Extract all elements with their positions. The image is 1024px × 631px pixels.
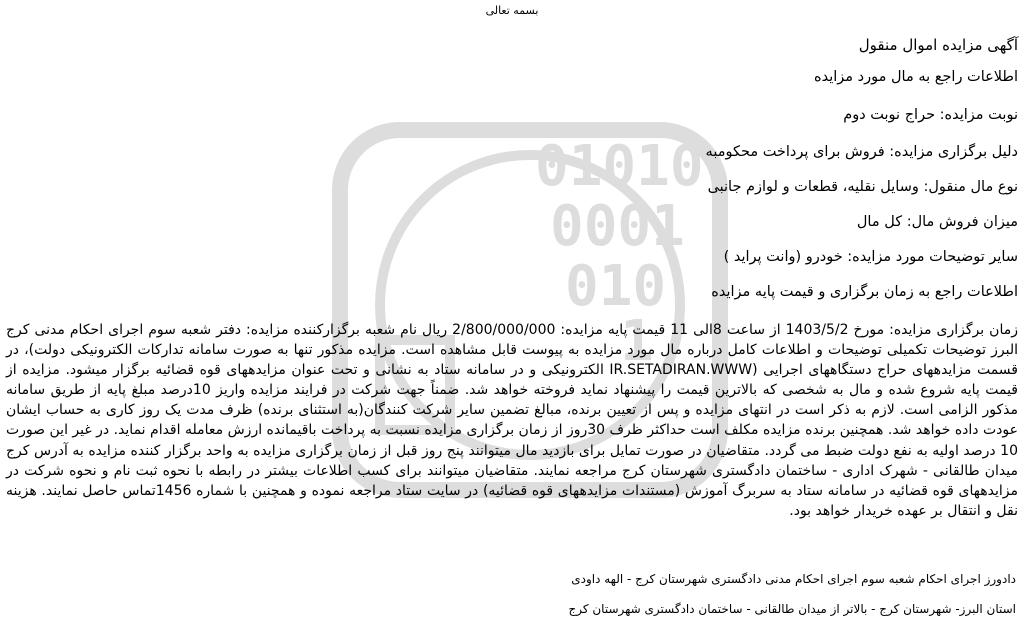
auction-reason: دلیل برگزاری مزایده: فروش برای پرداخت محکومبه bbox=[705, 144, 1018, 160]
auction-round: نوبت مزایده: حراج نوبت دوم bbox=[843, 107, 1018, 123]
address-line: استان البرز- شهرستان کرج - بالاتر از میدان طالقانی - ساختمان دادگستری شهرستان کرج bbox=[568, 602, 1016, 616]
svg-text:010: 010 bbox=[565, 254, 667, 319]
property-type: نوع مال منقول: وسایل نقلیه، قطعات و لوازم جانبی bbox=[707, 179, 1018, 195]
svg-text:01010: 01010 bbox=[535, 134, 704, 199]
svg-text:1: 1 bbox=[620, 309, 654, 374]
auction-details-paragraph: زمان برگزاری مزایده: مورخ 1403/5/2 از ساعت 8الی 11 قیمت پایه مزایده: 2/800/000/000 ریال نام شعبه برگزارکننده مزایده: دفتر شعبه سوم اجرای احکام مدنی کرج البرز توضیحات تکمیلی توضیحات و اطلاعات کامل درباره مال مورد مزایده به پیوست قابل مشاهده است. مزایده مذکور تنها به صورت سامانه تدارکات الکترونیکی دولت)، در قسمت مزایدههای حراج دستگاههای اجرایی (IR.SETADIRAN.WWW الکترونیکی و در سامانه ستاد به نشانی و تحت عنوان مزایدههای قوه قضائیه برگزار میشود. مزایده از قیمت پایه شروع شده و مال به شخصی که بالاترین قیمت را پیشنهاد نماید فروخته خواهد شد. ضمناً جهت شرکت در فرایند مزایده واریز 10درصد مبلغ پایه از طریق سامانه مذکور الزامی است. لازم به ذکر است در انتهای مزایده و پس از تعیین برنده، مبالغ تضمین سایر شرکت کنندگان(به استثنای برنده) ظرف مدت یک روز کاری به حساب ایشان عودت داده خواهد شد. همچنین برنده مزایده مکلف است حداکثر ظرف 30روز از زمان برگزاری مزایده نسبت به پرداخت باقیمانده ارزش معامله اقدام نماید. در غیر این صورت 10 درصد اولیه به نفع دولت ضبط می گردد. متقاضیان در صورت تمایل برای بازدید مال میتوانند پنج روز قبل از زمان برگزاری مزایده به واحد برگزار کننده مزایده به آدرس کرج میدان طالقانی - شهرک اداری - ساختمان دادگستری شهرستان کرج مراجعه نمایند. متقاضیان میتوانند برای کسب اطلاعات بیشتر در رابطه با نحوه ثبت نام و نحوه شرکت در مزایدههای قوه قضائیه در سامانه ستاد به سربرگ آموزش (مستندات مزایدههای قوه قضائیه) در سایت ستاد مراجعه نموده و همچنین با شماره 1456تماس حاصل نمایند. هزینه نقل و انتقال بر عهده خریدار خواهد بود. bbox=[6, 322, 1018, 519]
section-heading-property: اطلاعات راجع به مال مورد مزایده bbox=[814, 69, 1018, 85]
signature-line: دادورز اجرای احکام شعبه سوم اجرای احکام مدنی دادگستری شهرستان کرج - الهه داودی bbox=[571, 572, 1016, 586]
sale-amount: میزان فروش مال: کل مال bbox=[856, 214, 1018, 230]
other-description: سایر توضیحات مورد مزایده: خودرو (وانت پراید ) bbox=[723, 249, 1018, 265]
svg-text:0001: 0001 bbox=[550, 194, 685, 259]
notice-title: آگهی مزایده اموال منقول bbox=[858, 36, 1018, 54]
section-heading-time-price: اطلاعات راجع به زمان برگزاری و قیمت پایه مزایده bbox=[711, 284, 1018, 300]
bismillah-header: بسمه تعالی bbox=[485, 4, 539, 17]
